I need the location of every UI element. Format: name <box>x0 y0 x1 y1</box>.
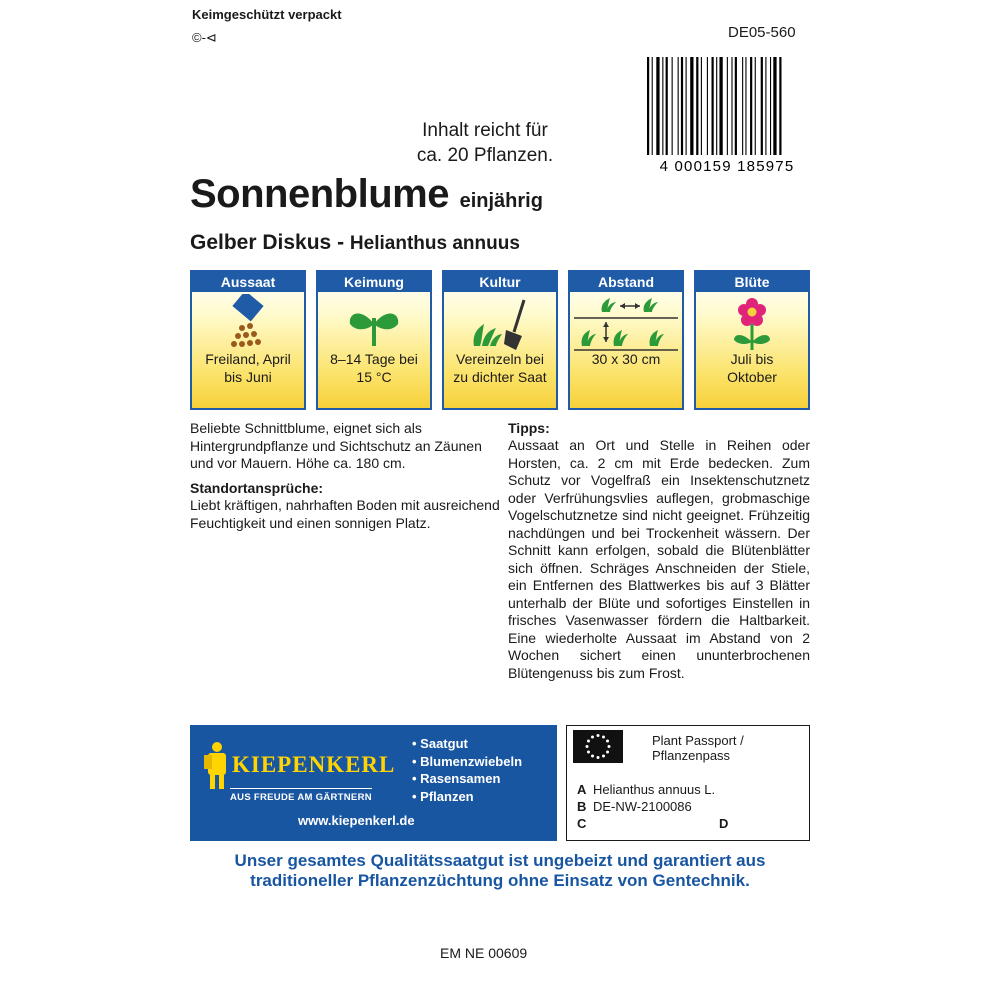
brand-box <box>190 725 557 841</box>
eu-star <box>606 751 609 754</box>
barcode-bar <box>662 57 663 155</box>
eu-star <box>587 751 590 754</box>
barcode-bar <box>755 57 756 155</box>
gentech-note <box>190 851 810 891</box>
card-keimung <box>316 270 432 410</box>
card-label: Aussaat <box>192 272 304 292</box>
shovel-icon <box>444 294 556 354</box>
card-text-line2: Oktober <box>727 369 777 385</box>
barcode-bar <box>742 57 743 155</box>
barcode-number: 4 000159 185975 <box>659 158 795 175</box>
barcode-bar <box>731 57 732 155</box>
barcode-bar <box>761 57 763 155</box>
spacing-icon <box>570 294 682 354</box>
recycling-symbols: ©-⊲ <box>192 30 217 45</box>
passport-row-c <box>577 816 593 831</box>
plant-passport <box>566 725 810 841</box>
barcode-bar <box>765 57 766 155</box>
barcode-bar <box>779 57 781 155</box>
barcode-bar <box>745 57 746 155</box>
eu-star <box>602 735 605 738</box>
barcode-bar <box>707 57 708 155</box>
eu-flag-icon <box>573 730 623 763</box>
em-code: EM NE 00609 <box>440 945 528 961</box>
barcode-bar <box>727 57 728 155</box>
card-label: Keimung <box>318 272 430 292</box>
card-bluete <box>694 270 810 410</box>
passport-value-b: DE-NW-2100086 <box>593 799 692 814</box>
card-aussaat <box>190 270 306 410</box>
brand-name: KIEPENKERL <box>232 752 396 777</box>
brand-product-item: • Pflanzen <box>412 788 522 806</box>
barcode-bar <box>686 57 687 155</box>
card-label: Blüte <box>696 272 808 292</box>
barcode-bar <box>690 57 693 155</box>
eu-star <box>587 740 590 743</box>
card-kultur <box>442 270 558 410</box>
card-label: Abstand <box>570 272 682 292</box>
passport-row-b <box>577 799 692 814</box>
gentech-note-line1: Unser gesamtes Qualitätssaatgut ist ungebeizt und garantiert aus <box>234 851 766 870</box>
barcode-bar <box>773 57 776 155</box>
product-subtitle <box>190 231 520 255</box>
barcode-bar <box>750 57 752 155</box>
standort-text: Liebt kräftigen, nahrhaften Boden mit ausreichend Feuchtigkeit und einen sonnigen Platz. <box>190 497 500 531</box>
brand-product-item: • Saatgut <box>412 735 522 753</box>
barcode-bar <box>712 57 714 155</box>
packaging-note: Keimgeschützt verpackt <box>192 7 342 22</box>
product-title <box>190 172 543 217</box>
passport-row-d <box>719 816 735 831</box>
card-text <box>696 350 808 386</box>
barcode-bar <box>678 57 679 155</box>
article-code: DE05-560 <box>728 24 796 41</box>
tips-heading: Tipps: <box>508 420 550 436</box>
card-abstand <box>568 270 684 410</box>
title-separator: - <box>337 231 345 254</box>
standort-heading: Standortansprüche: <box>190 480 324 496</box>
brand-product-item: • Rasensamen <box>412 770 522 788</box>
content-note-line2: ca. 20 Pflanzen. <box>416 145 554 166</box>
barcode-bar <box>647 57 649 155</box>
card-text-line1: 30 x 30 cm <box>591 351 661 367</box>
card-text <box>192 350 304 386</box>
content-note <box>360 118 610 168</box>
passport-title <box>652 733 744 763</box>
brand-product-list <box>412 735 522 805</box>
brand-slogan: AUS FREUDE AM GÄRTNERN <box>230 788 372 803</box>
seed-packet-icon <box>192 294 304 354</box>
gentech-note-line2: traditioneller Pflanzenzüchtung ohne Einsatz von Gentechnik. <box>250 871 750 890</box>
passport-label-a: A <box>577 782 587 797</box>
eu-star <box>608 745 611 748</box>
passport-value-a: Helianthus annuus L. <box>593 782 716 797</box>
card-text <box>444 350 556 386</box>
card-text-line1: Vereinzeln bei <box>456 351 544 367</box>
flower-icon <box>696 294 808 354</box>
barcode <box>645 57 810 175</box>
eu-star <box>602 755 605 758</box>
product-name-suffix: einjährig <box>459 190 543 212</box>
card-text-line2: zu dichter Saat <box>453 369 547 385</box>
barcode-bar <box>770 57 771 155</box>
barcode-bar <box>656 57 659 155</box>
card-label: Kultur <box>444 272 556 292</box>
passport-title-line2: Pflanzenpass <box>652 748 731 763</box>
eu-star <box>606 740 609 743</box>
card-text-line2: 15 °C <box>356 369 392 385</box>
barcode-bar <box>681 57 683 155</box>
card-text <box>570 350 682 368</box>
passport-title-line1: Plant Passport / <box>652 733 744 748</box>
passport-label-d: D <box>719 816 729 831</box>
barcode-bar <box>701 57 702 155</box>
latin-name: Helianthus annuus <box>349 233 520 254</box>
barcode-bar <box>719 57 722 155</box>
eu-star <box>597 756 600 759</box>
eu-star <box>591 735 594 738</box>
card-text-line1: Freiland, April <box>205 351 291 367</box>
passport-row-a <box>577 782 715 797</box>
product-name: Sonnenblume <box>190 172 449 216</box>
brand-url[interactable]: www.kiepenkerl.de <box>298 813 415 828</box>
barcode-bar <box>666 57 668 155</box>
variety-name: Gelber Diskus <box>190 231 332 254</box>
seedling-icon <box>318 294 430 354</box>
passport-label-b: B <box>577 799 587 814</box>
passport-label-c: C <box>577 816 587 831</box>
eu-star <box>591 755 594 758</box>
barcode-bar <box>696 57 698 155</box>
description-text: Beliebte Schnittblume, eignet sich als Hintergrundpflanze und Sichtschutz an Zäunen und vor Mauern. Höhe ca. 180 cm. <box>190 420 482 471</box>
card-text-line1: Juli bis <box>730 351 774 367</box>
barcode-bar <box>735 57 737 155</box>
barcode-bar <box>716 57 717 155</box>
kiepenkerl-figure-icon <box>202 741 232 791</box>
barcode-bar <box>672 57 673 155</box>
eu-star <box>586 745 589 748</box>
content-note-line1: Inhalt reicht für <box>422 120 548 141</box>
card-text-line2: bis Juni <box>224 369 272 385</box>
brand-product-item: • Blumenzwiebeln <box>412 753 522 771</box>
card-text <box>318 350 430 386</box>
eu-star <box>597 734 600 737</box>
barcode-bar <box>652 57 653 155</box>
card-text-line1: 8–14 Tage bei <box>330 351 418 367</box>
tips-text: Aussaat an Ort und Stelle in Reihen oder Horsten, ca. 2 cm mit Erde bedecken. Zum Schutz vor Vogelfraß ein Insektenschutznetz oder Verfrühungsvlies auflegen, grobmaschige Vogelschutznetze sind nicht geeignet. Frühzeitig nachdüngen und bei Trockenheit wässern. Der Schnitt kann erfolgen, sobald die Blütenblätter sich öffnen. Schräges Anschneiden der Stiele, ein Entfernen des Blattwerkes bis auf 3 Blätter unterhalb der Blüte und sofortiges Einstellen in frisches Vasenwasser fördern die Haltbarkeit. Eine wiederholte Aussaat im Abstand von 2 Wochen sichert einen ununterbrochenen Blütengenuss bis zum Frost. <box>508 437 810 681</box>
